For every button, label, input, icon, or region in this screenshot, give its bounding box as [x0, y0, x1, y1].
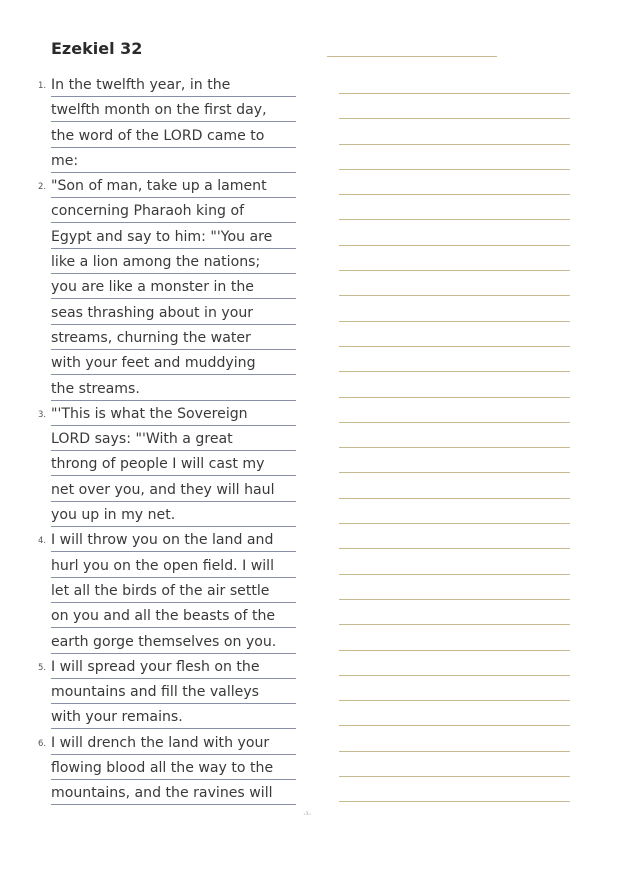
verse-text: mountains and fill the valleys: [51, 682, 296, 704]
verse-line: [38, 173, 296, 198]
writing-line[interactable]: [339, 123, 570, 148]
writing-line[interactable]: [339, 426, 570, 451]
writing-line[interactable]: [339, 553, 570, 578]
verse-text: seas thrashing about in your: [51, 303, 296, 325]
verse-line: [38, 148, 296, 173]
verse-text: net over you, and they will haul: [51, 480, 296, 502]
writing-line[interactable]: [339, 173, 570, 198]
writing-line[interactable]: [339, 325, 570, 350]
verse-text: you are like a monster in the: [51, 277, 296, 299]
writing-line[interactable]: [339, 300, 570, 325]
verse-text: hurl you on the open field. I will: [51, 556, 296, 578]
writing-line[interactable]: [339, 198, 570, 223]
verse-text: you up in my net.: [51, 505, 296, 527]
writing-line[interactable]: [339, 451, 570, 476]
verse-text: LORD says: "'With a great: [51, 429, 296, 451]
verse-line: [38, 477, 296, 502]
verse-text: with your remains.: [51, 707, 296, 729]
title-writing-line[interactable]: [327, 56, 497, 57]
verse-text: I will drench the land with your: [51, 733, 296, 755]
verse-text: with your feet and muddying: [51, 353, 296, 375]
verse-line: [38, 654, 296, 679]
writing-line[interactable]: [339, 679, 570, 704]
verse-line: [38, 679, 296, 704]
verse-line: [38, 704, 296, 729]
verse-line: [38, 325, 296, 350]
verse-text: Egypt and say to him: "'You are: [51, 227, 296, 249]
verse-text: earth gorge themselves on you.: [51, 632, 296, 654]
writing-line[interactable]: [339, 578, 570, 603]
writing-line[interactable]: [339, 72, 570, 97]
verse-line: [38, 249, 296, 274]
verse-text: streams, churning the water: [51, 328, 296, 350]
verse-line: [38, 578, 296, 603]
verse-line: [38, 502, 296, 527]
verse-line: [38, 123, 296, 148]
verse-number: 2.: [38, 182, 47, 193]
verse-text: mountains, and the ravines will: [51, 783, 296, 805]
verse-text: throng of people I will cast my: [51, 454, 296, 476]
writing-line[interactable]: [339, 401, 570, 426]
verse-line: [38, 603, 296, 628]
verse-number: 5.: [38, 662, 47, 673]
page-title: Ezekiel 32: [51, 39, 143, 58]
verse-text: let all the birds of the air settle: [51, 581, 296, 603]
verse-line: [38, 629, 296, 654]
verse-number: 1.: [38, 81, 47, 91]
verse-text: I will spread your flesh on the: [51, 657, 296, 679]
verse-number: 3.: [38, 409, 47, 420]
writing-line[interactable]: [339, 249, 570, 274]
verse-number: 6.: [38, 738, 47, 749]
verse-text: I will throw you on the land and: [51, 530, 296, 552]
writing-line[interactable]: [339, 755, 570, 780]
verse-line: [38, 97, 296, 122]
writing-line[interactable]: [339, 603, 570, 628]
verse-text: the word of the LORD came to: [51, 126, 296, 148]
verse-line: [38, 401, 296, 426]
verse-text: like a lion among the nations;: [51, 252, 296, 274]
writing-line[interactable]: [339, 629, 570, 654]
verse-text: flowing blood all the way to the: [51, 758, 296, 780]
writing-line[interactable]: [339, 97, 570, 122]
writing-line[interactable]: [339, 730, 570, 755]
verse-text: "'This is what the Sovereign: [51, 404, 296, 426]
writing-line[interactable]: [339, 376, 570, 401]
verse-line: [38, 274, 296, 299]
verse-line: [38, 553, 296, 578]
verse-line: [38, 300, 296, 325]
verse-line: [38, 198, 296, 223]
verse-text: the streams.: [51, 379, 296, 401]
verse-number: 4.: [38, 536, 47, 547]
writing-line[interactable]: [339, 350, 570, 375]
verse-text: twelfth month on the first day,: [51, 100, 296, 122]
verse-line: [38, 72, 296, 97]
verse-line: [38, 730, 296, 755]
verse-line: [38, 224, 296, 249]
scripture-text-column: [38, 72, 296, 806]
handwriting-column: [339, 72, 570, 806]
verse-line: [38, 780, 296, 805]
writing-line[interactable]: [339, 274, 570, 299]
verse-text: In the twelfth year, in the: [51, 75, 296, 97]
writing-line[interactable]: [339, 148, 570, 173]
verse-line: [38, 755, 296, 780]
writing-line[interactable]: [339, 224, 570, 249]
verse-line: [38, 426, 296, 451]
verse-text: "Son of man, take up a lament: [51, 176, 296, 198]
verse-text: concerning Pharaoh king of: [51, 201, 296, 223]
verse-line: [38, 527, 296, 552]
writing-line[interactable]: [339, 780, 570, 805]
page-number: ·¹·: [303, 810, 312, 819]
writing-line[interactable]: [339, 502, 570, 527]
verse-text: on you and all the beasts of the: [51, 606, 296, 628]
verse-line: [38, 451, 296, 476]
verse-line: [38, 350, 296, 375]
verse-line: [38, 376, 296, 401]
writing-line[interactable]: [339, 477, 570, 502]
writing-line[interactable]: [339, 527, 570, 552]
verse-text: me:: [51, 151, 296, 173]
writing-line[interactable]: [339, 704, 570, 729]
writing-line[interactable]: [339, 654, 570, 679]
